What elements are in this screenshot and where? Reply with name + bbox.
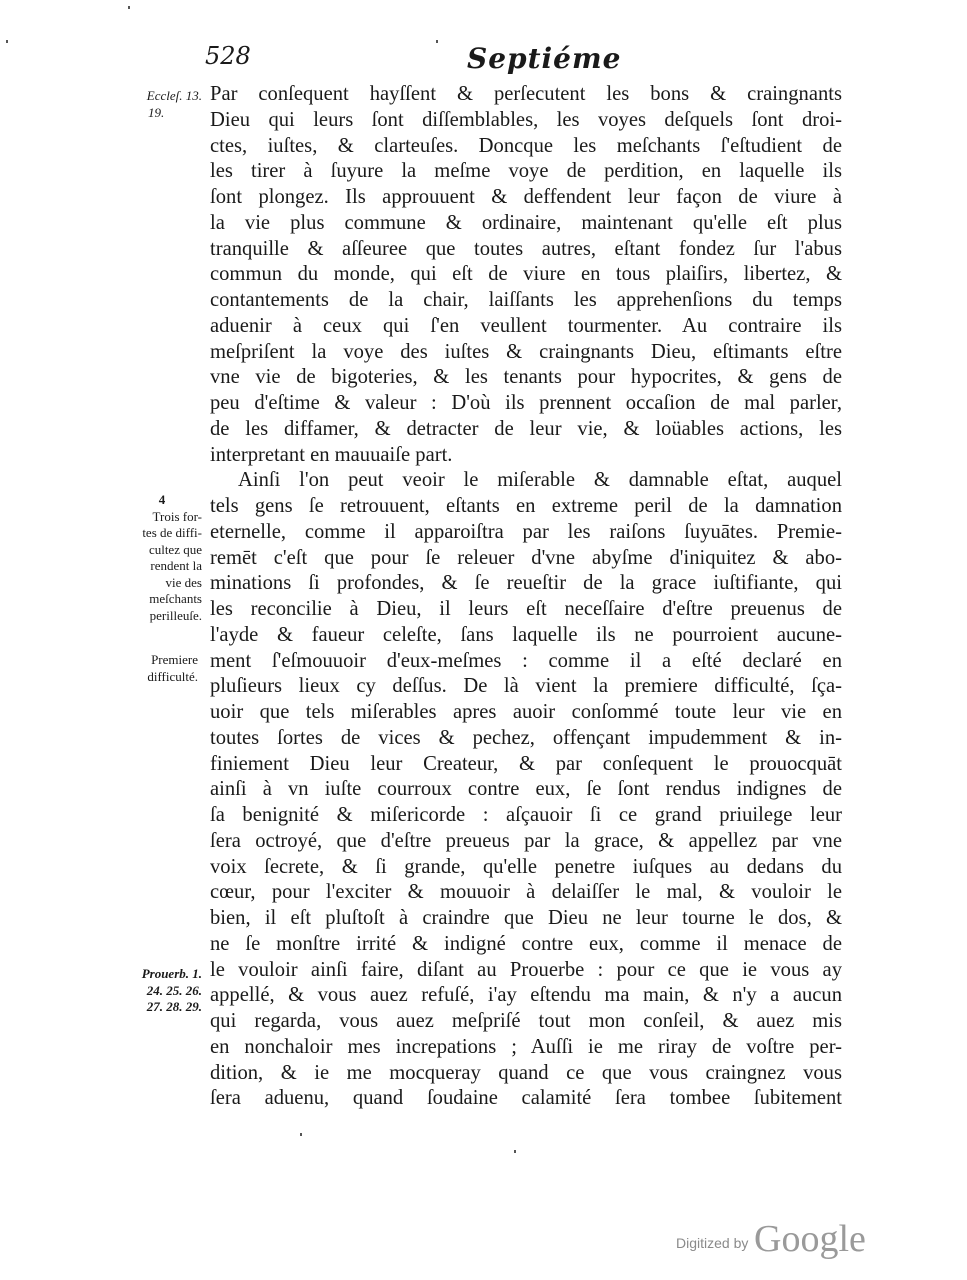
margin-note-line: Trois for-	[152, 508, 202, 524]
watermark-digitized-by: Digitized by	[676, 1235, 749, 1251]
text-line: voix ſecrete, & ſi grande, qu'elle penetre iuſques au dedans du	[210, 855, 842, 878]
page-number: 528	[205, 42, 251, 70]
margin-note-line: Premiere	[151, 652, 198, 667]
text-line: ſont plongez. Ils approuuent & deffendent leur façon de viure à	[210, 186, 842, 208]
margin-note-number: 4	[158, 492, 166, 507]
text-line: commun du monde, qui eſt de viure en tous plaiſirs, libertez, &	[210, 263, 842, 286]
text-line: ainſi à vn iuſte courroux contre eux, ſe ſont rendus indignes de	[210, 778, 842, 801]
margin-note-line: 27. 28. 29.	[146, 999, 202, 1014]
digitized-by-google-watermark	[676, 1215, 876, 1265]
text-line: de les diffamer, & detracter de leur vie, & loüables actions, les	[210, 417, 842, 440]
margin-note-line: Prouerb. 1.	[141, 966, 202, 981]
text-line: cœur, pour l'exciter & mouuoir à delaiſſer le mal, & vouloir le	[210, 881, 842, 904]
text-line: meſpriſent la voye des iuſtes & craingnants Dieu, eſtimants eſtre	[210, 340, 842, 363]
margin-note-line: meſchants	[149, 591, 202, 606]
margin-note-line: difficulté.	[147, 668, 198, 684]
margin-note-line: vie des	[165, 574, 202, 590]
margin-note-line: perilleuſe.	[149, 607, 202, 623]
text-line: Dieu qui leurs ſont diſſemblables, les voyes deſquels ſont droi-	[210, 108, 842, 131]
text-line: qui regarda, vous auez meſpriſé tout mon conſeil, & auez mis	[210, 1010, 842, 1032]
text-line: ſera octroyé, que d'eſtre preueus par la grace, & appellez par vne	[210, 829, 842, 852]
text-line: la vie plus commune & ordinaire, maintenant qu'elle eſt plus	[210, 211, 842, 234]
body-text	[210, 82, 842, 1112]
text-line: finiement Dieu leur Createur, & par conſequent le prouocquāt	[210, 752, 842, 775]
margin-note-eccles	[118, 88, 202, 121]
text-line: dition, & ie me mocqueray quand ce que vous craingnez vous	[210, 1061, 842, 1084]
margin-note-line: Eccleſ. 13.	[146, 88, 202, 103]
text-line: ctes, iuſtes, & clarteuſes. Doncque les meſchants ſ'eſtudient de	[210, 134, 842, 157]
margin-note-line: rendent la	[150, 558, 202, 573]
margin-note-line: 19.	[148, 104, 165, 120]
text-line: pluſieurs lieux cy deſſus. De là vient la premiere difficulté, ſça-	[210, 675, 842, 698]
margin-note-three-difficulties	[122, 492, 202, 624]
margin-note-prouerb	[112, 966, 202, 1016]
text-line: appellé, & vous auez refuſé, i'ay eſtendu ma main, & n'y a aucun	[210, 984, 842, 1007]
text-line: minations ſi profondes, & ſe reueſtir de la grace iuſtifiante, qui	[210, 572, 842, 595]
running-head	[205, 42, 765, 82]
text-line: le vouloir ainſi faire, diſant au Prouerbe : pour ce que ie vous ay	[210, 958, 842, 981]
text-line: vne vie de bigoteries, & les tenants pour hypocrites, & gens de	[210, 366, 842, 389]
text-line: Par conſequent hayſſent & perſecutent les bons & craingnants	[210, 83, 842, 105]
text-line: ſa benignité & miſericorde : aſçauoir ſi ce grand priuilege leur	[210, 804, 842, 826]
google-logo: Google	[754, 1218, 866, 1260]
text-line: peu d'eſtime & valeur : D'où ils prennent occaſion de mal parler,	[210, 392, 842, 414]
running-title: Septiéme	[467, 42, 622, 75]
text-line: remēt c'eſt que pour ſe releuer d'vne abyſme d'iniquitez & abo-	[210, 546, 842, 569]
text-line: contantements de la chair, laiſſants les apprehenſions du temps	[210, 289, 842, 311]
text-line: uoir que tels miſerables apres auoir conſommé toute leur vie en	[210, 701, 842, 723]
margin-note-premiere	[118, 652, 198, 685]
margin-note-line: 24. 25. 26.	[146, 982, 202, 998]
text-line: ne ſe monſtre irrité & indigné contre eux, comme il menace de	[210, 932, 842, 955]
scan-speck	[128, 6, 130, 9]
scan-speck	[514, 1150, 516, 1153]
paragraph-end-line: interpretant en mauuaiſe part.	[210, 443, 453, 466]
margin-note-line: cultez que	[148, 541, 202, 557]
text-line: tranquille & aſſeuree que toutes autres, eſtant fondez ſur l'abus	[210, 237, 842, 260]
scan-speck	[6, 40, 8, 43]
scan-speck	[300, 1133, 302, 1136]
text-line: eternelle, comme il apparoiſtra par les raiſons ſuyuātes. Premie-	[210, 520, 842, 543]
text-line: ſera aduenu, quand ſoudaine calamité ſera tombee ſubitement	[210, 1087, 842, 1110]
text-line: les tirer à ſuyure la meſme voye de perdition, en laquelle ils	[210, 160, 842, 183]
text-line: toutes ſortes de vices & pechez, offençant impudemment & in-	[210, 726, 842, 749]
text-line: aduenir à ceux qui ſ'en veullent tourmenter. Au contraire ils	[210, 314, 842, 337]
text-line: l'ayde & faueur celeſte, ſans laquelle ils ne pourroient aucune-	[210, 623, 842, 646]
text-line: les reconcilie à Dieu, il leurs eſt neceſſaire d'eſtre preuenus de	[210, 598, 842, 620]
text-line: en nonchaloir mes increpations ; Auſſi ie me riray de voſtre per-	[210, 1035, 842, 1058]
text-line: tels gens ſe retrouuent, eſtants en extreme peril de la damnation	[210, 495, 842, 517]
scan-speck	[436, 40, 438, 43]
text-line: bien, il eſt pluſtoſt à craindre que Dieu ne leur tourne le dos, &	[210, 907, 842, 929]
margin-note-line: tes de diffi-	[142, 525, 202, 540]
text-line: ment ſ'eſmouuoir d'eux-meſmes : comme il a eſté declaré en	[210, 649, 842, 672]
paragraph-start-line: Ainſi l'on peut veoir le miſerable & damnable eſtat, auquel	[238, 469, 842, 492]
